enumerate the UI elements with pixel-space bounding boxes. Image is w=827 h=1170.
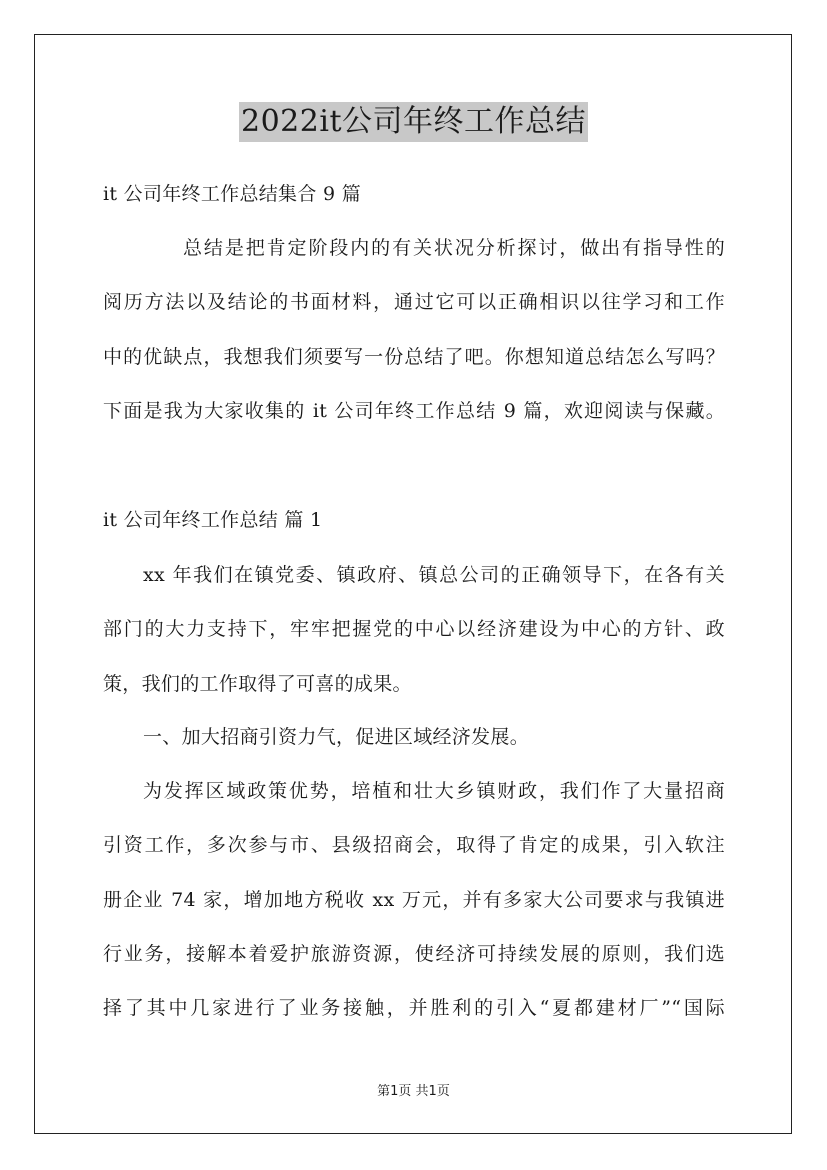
intro-line-3: 中的优缺点，我想我们须要写一份总结了吧。你想知道总结怎么写吗？: [103, 346, 725, 368]
section-heading: it 公司年终工作总结 篇 1: [103, 509, 323, 531]
document-subtitle: it 公司年终工作总结集合 9 篇: [103, 183, 362, 205]
para2-line-5: 择了其中几家进行了业务接触，并胜利的引入“夏都建材厂”“国际: [103, 997, 725, 1019]
intro-line-2: 阅历方法以及结论的书面材料，通过它可以正确相识以往学习和工作: [103, 291, 725, 313]
document-title: 2022it公司年终工作总结: [239, 102, 588, 142]
para2-line-4: 行业务，接解本着爱护旅游资源，使经济可持续发展的原则，我们选: [103, 943, 725, 965]
para1-line-3: 策，我们的工作取得了可喜的成果。: [103, 673, 412, 695]
para2-line-1: 为发挥区域政策优势，培植和壮大乡镇财政，我们作了大量招商: [143, 780, 725, 802]
para1-line-2: 部门的大力支持下，牢牢把握党的中心以经济建设为中心的方针、政: [103, 618, 725, 640]
intro-line-4: 下面是我为大家收集的 it 公司年终工作总结 9 篇，欢迎阅读与保藏。: [103, 400, 725, 422]
page-number-footer: 第1页 共1页: [377, 1084, 450, 1099]
point-1-heading: 一、加大招商引资力气，促进区域经济发展。: [143, 726, 530, 748]
intro-line-1: 总结是把肯定阶段内的有关状况分析探讨，做出有指导性的: [183, 237, 725, 259]
para2-line-3: 册企业 74 家，增加地方税收 xx 万元，并有多家大公司要求与我镇进: [103, 889, 725, 911]
para2-line-2: 引资工作，多次参与市、县级招商会，取得了肯定的成果，引入软注: [103, 834, 725, 856]
para1-line-1: xx 年我们在镇党委、镇政府、镇总公司的正确领导下，在各有关: [143, 564, 725, 586]
title-container: [0, 102, 827, 142]
